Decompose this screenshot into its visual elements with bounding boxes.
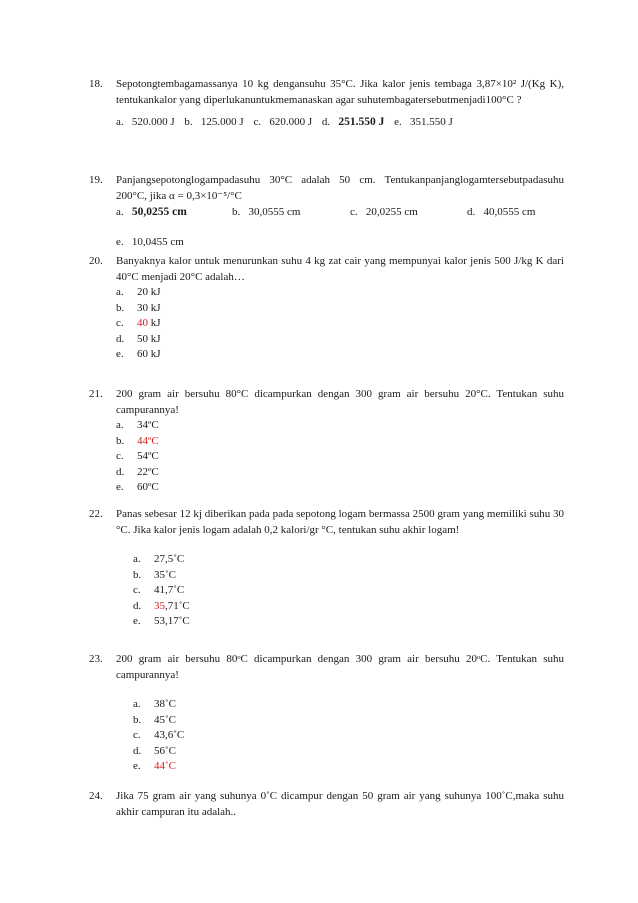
question-text: Banyaknya kalor untuk menurunkan suhu 4 kg zat cair yang mempunyai kalor jenis 500 J/kg K dari 40°C menjadi 20°C adalah… [116,255,564,283]
option-d: d. 251.550 J [321,116,385,128]
option-d: d. 35,71˚C [133,599,190,612]
option-b: b. 35˚C [133,568,176,581]
options-list [116,285,564,363]
options-list [133,552,564,630]
option-b: b. 44ºC [116,434,564,450]
options-list [116,418,564,496]
option-a: a. 50,0255 cm [116,206,187,218]
option-a: a. 27,5˚C [133,553,185,565]
question-number: 23. [89,653,103,665]
option-b: b. 30 kJ [116,301,161,314]
question-number: 18. [89,78,103,90]
options-row [116,204,564,220]
option-c: c. 54ºC [116,450,159,462]
option-a: a. 20 kJ [116,286,161,298]
option-c: c. 40 kJ [116,317,161,329]
question-number: 20. [89,255,103,267]
option-d: d. 50 kJ [116,332,161,345]
answer-mark: 40 [137,317,148,329]
option-e: e. 60 kJ [116,348,161,360]
question-20 [89,253,564,363]
option-d: d. 56˚C [133,744,176,757]
question-text: 200 gram air bersuhu 80ᵒC dicampurkan dengan 300 gram air bersuhu 20ᵒC. Tentukan suhu campurannya! [116,653,564,681]
question-19 [89,172,564,250]
question-number: 22. [89,508,103,520]
question-text: Panas sebesar 12 kj diberikan pada pada sepotong logam bermassa 2500 gram yang memiliki suhu 30 °C. Jika kalor jenis logam adalah 0,2 kalori/gr °C, tentukan suhu akhir logam! [116,508,564,536]
question-24 [89,788,564,820]
option-b: b. 30,0555 cm [232,206,301,218]
option-b: b. 45˚C [133,713,176,726]
option-c: c. 620.000 J [253,116,313,128]
option-a-value: 50,0255 cm [131,206,187,218]
option-d: d. 40,0555 cm [467,206,536,218]
option-e: e. 10,0455 cm [116,236,184,248]
question-text: 200 gram air bersuhu 80°C dicampurkan dengan 300 gram air bersuhu 20°C. Tentukan suhu campurannya! [116,388,564,416]
option-b: b. 125.000 J [184,116,244,128]
option-d-value: 251.550 J [338,116,385,128]
question-21 [89,386,564,496]
option-a: a. 520.000 J [116,116,175,128]
option-c: c. 20,0255 cm [350,206,418,218]
option-a: a. 34ºC [116,419,159,431]
question-number: 24. [89,790,103,802]
question-18 [89,76,564,130]
option-a: a. 38˚C [133,698,176,710]
question-22 [89,506,564,630]
question-text: Jika 75 gram air yang suhunya 0˚C dicampur dengan 50 gram air yang suhunya 100˚C,maka suhu akhir campuran itu adalah.. [116,790,564,818]
options-list [133,697,564,775]
option-e: e. 351.550 J [394,116,453,128]
option-d: d. 22ºC [116,465,159,478]
question-number: 19. [89,174,103,186]
question-text: Sepotongtembagamassanya 10 kg dengansuhu 35°C. Jika kalor jenis tembaga 3,87×10² J/(Kg K), tentukankalor yang diperlukanuntukmemanaskan agar suhutembagatersebutmenjadi100°C ? [116,78,564,106]
answer-mark: 44ºC [137,434,159,447]
answer-mark: 44˚C [154,760,176,772]
question-number: 21. [89,388,103,400]
option-e: e. 60ºC [116,481,159,493]
option-e: e. 53,17˚C [133,615,190,627]
option-c: c. 41,7˚C [133,584,185,596]
question-text: Panjangsepotonglogampadasuhu 30°C adalah 50 cm. Tentukanpanjanglogamtersebutpadasuhu 200°C, jika α = 0,3×10⁻⁵/°C [116,174,564,202]
answer-mark: 35 [154,599,165,612]
question-23 [89,651,564,775]
options-row [116,114,564,130]
option-c: c. 43,6˚C [133,729,185,741]
option-e: e. 44˚C [133,759,564,775]
